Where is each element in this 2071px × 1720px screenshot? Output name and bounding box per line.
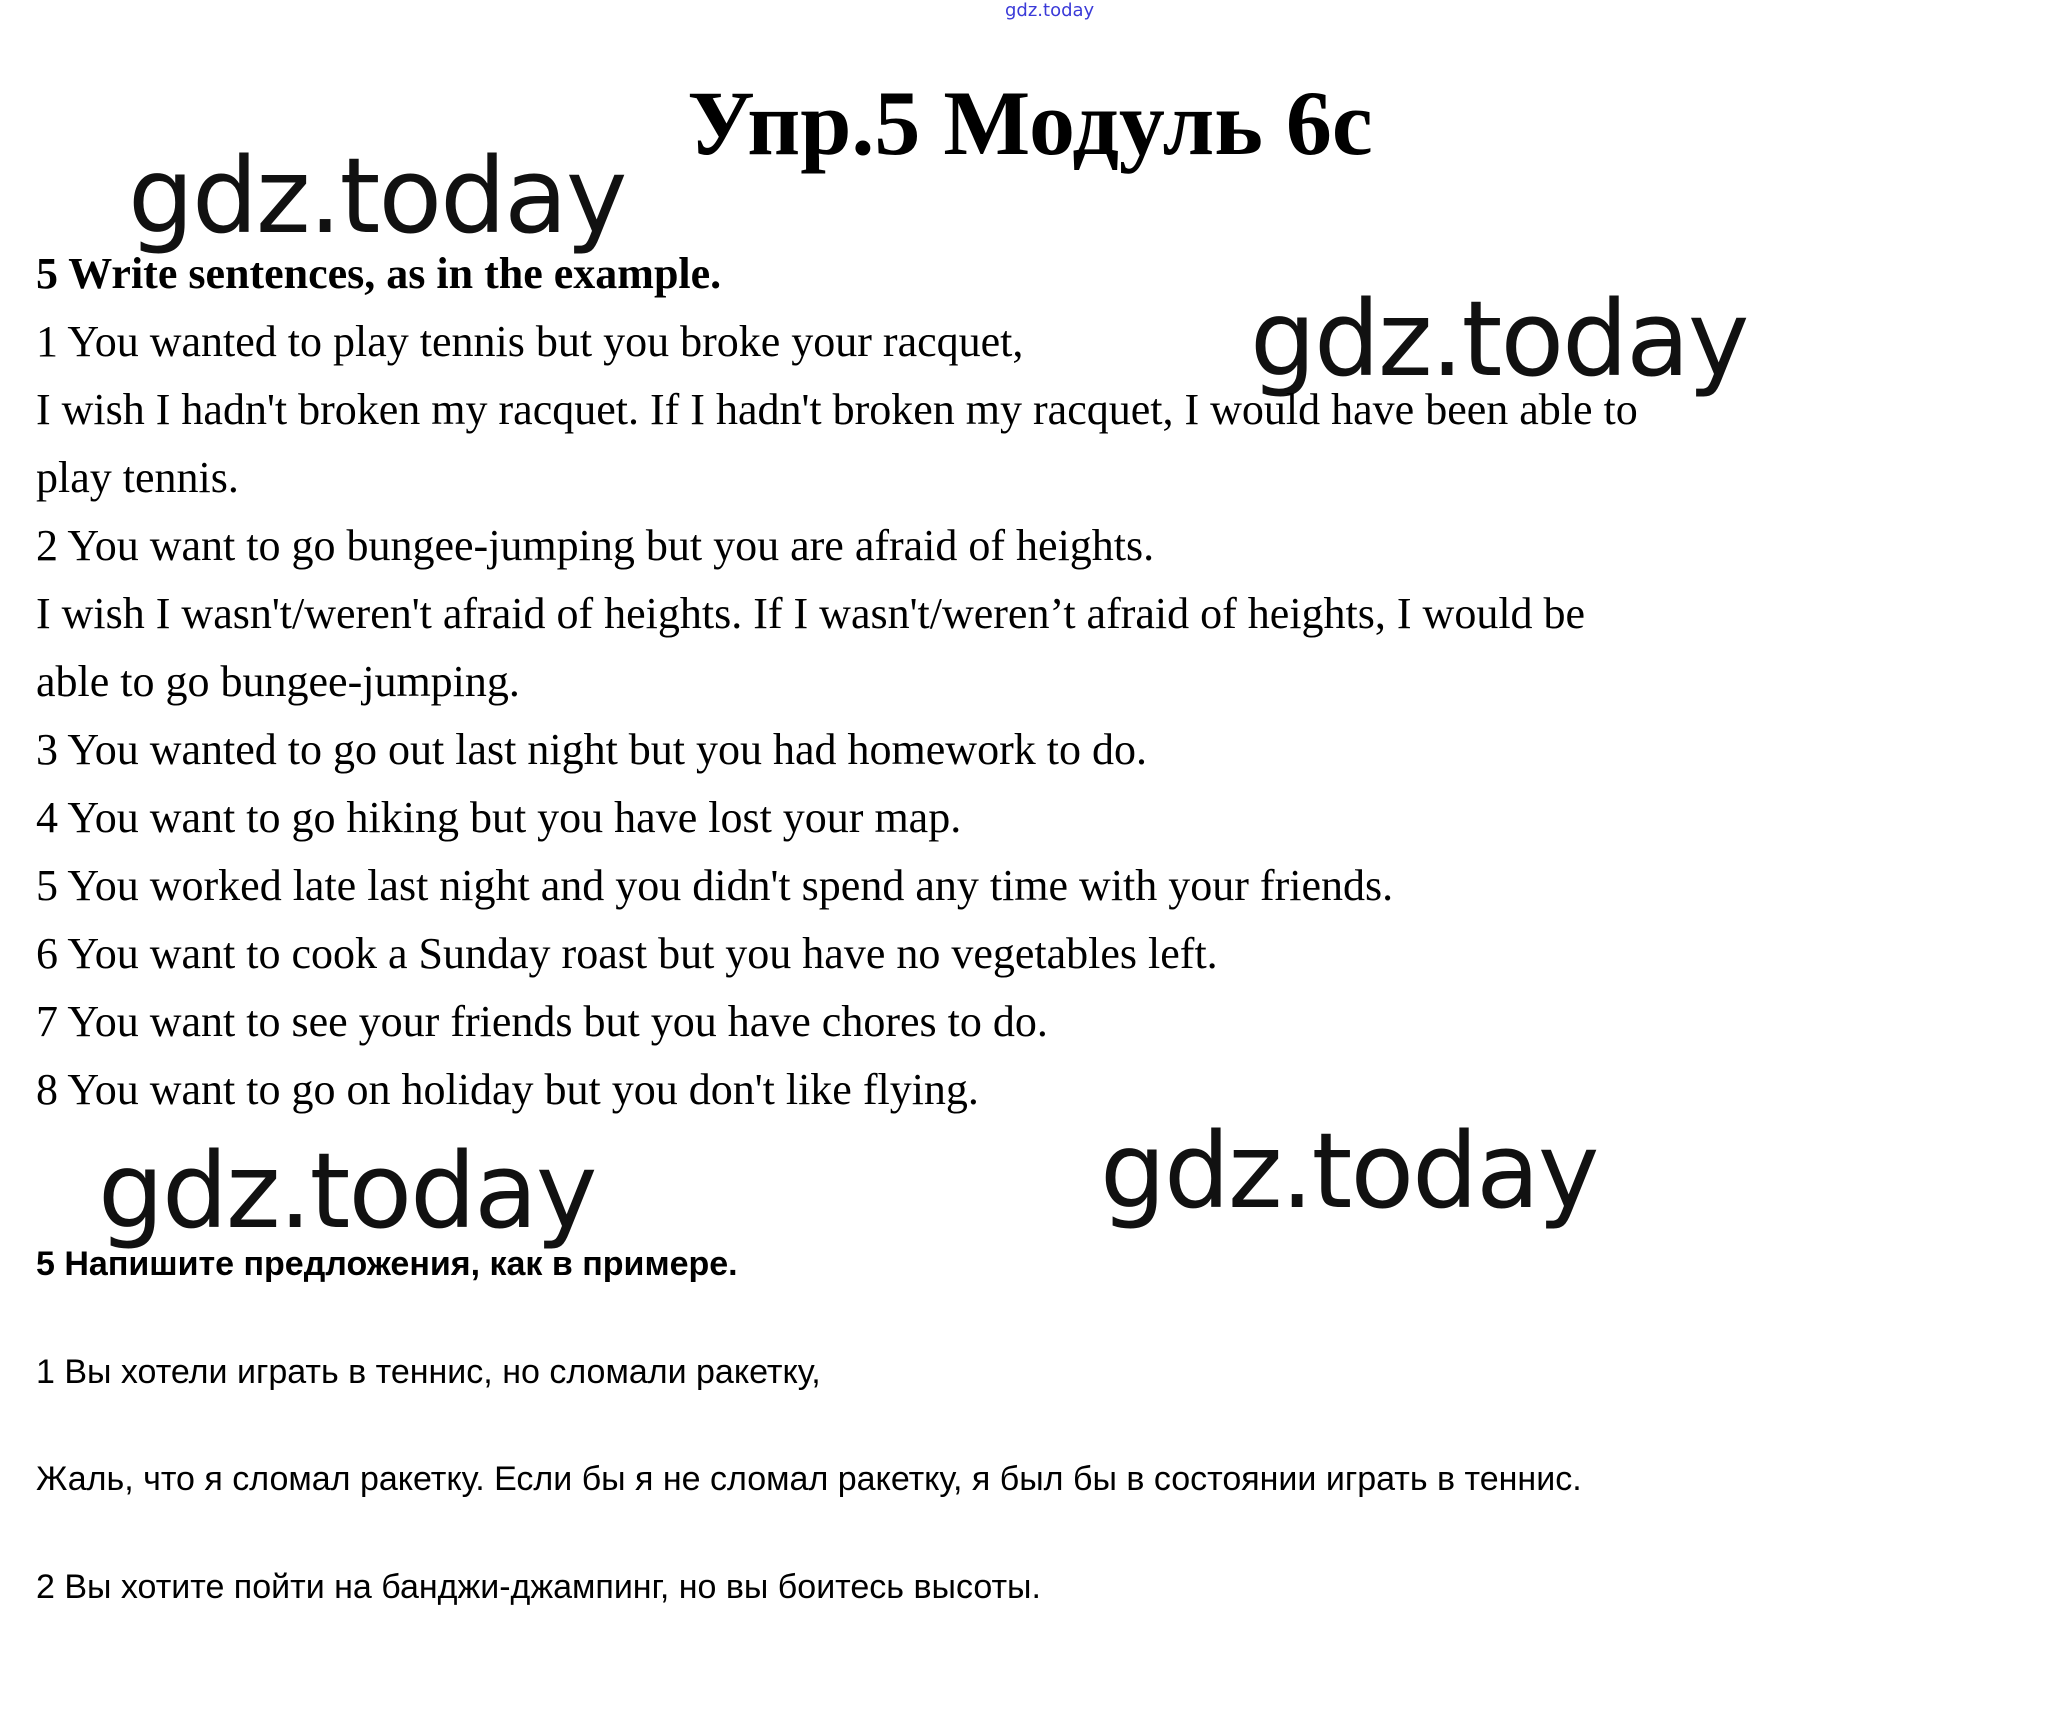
- english-line: play tennis.: [36, 453, 239, 502]
- english-heading: 5 Write sentences, as in the example.: [36, 249, 722, 298]
- watermark: gdz.today: [98, 1130, 596, 1252]
- english-line: 7 You want to see your friends but you have chores to do.: [36, 997, 1048, 1046]
- page-title: Упр.5 Модуль 6с: [687, 72, 1373, 174]
- english-line: 6 You want to cook a Sunday roast but you have no vegetables left.: [36, 929, 1218, 978]
- watermark-top: gdz.today: [1005, 0, 1095, 21]
- english-line: able to go bungee-jumping.: [36, 657, 520, 706]
- watermark: gdz.today: [1100, 1110, 1598, 1232]
- english-line: 8 You want to go on holiday but you don't like flying.: [36, 1065, 979, 1114]
- russian-line: Жаль, что я сломал ракетку. Если бы я не сломал ракетку, я был бы в состоянии играть в теннис.: [36, 1460, 1582, 1498]
- english-line: 4 You want to go hiking but you have lost your map.: [36, 793, 962, 842]
- english-line: I wish I hadn't broken my racquet. If I hadn't broken my racquet, I would have been able to: [36, 385, 1638, 434]
- russian-heading: 5 Напишите предложения, как в примере.: [36, 1245, 738, 1283]
- russian-line: 1 Вы хотели играть в теннис, но сломали ракетку,: [36, 1353, 821, 1391]
- english-line: 5 You worked late last night and you didn't spend any time with your friends.: [36, 861, 1394, 910]
- english-line: 3 You wanted to go out last night but you had homework to do.: [36, 725, 1147, 774]
- watermark: gdz.today: [1250, 278, 1748, 400]
- russian-line: 2 Вы хотите пойти на банджи-джампинг, но вы боитесь высоты.: [36, 1568, 1041, 1606]
- watermark: gdz.today: [128, 135, 626, 257]
- english-line: 1 You wanted to play tennis but you broke your racquet,: [36, 317, 1024, 366]
- english-line: 2 You want to go bungee-jumping but you are afraid of heights.: [36, 521, 1155, 570]
- english-line: I wish I wasn't/weren't afraid of heights. If I wasn't/weren’t afraid of heights, I would be: [36, 589, 1586, 638]
